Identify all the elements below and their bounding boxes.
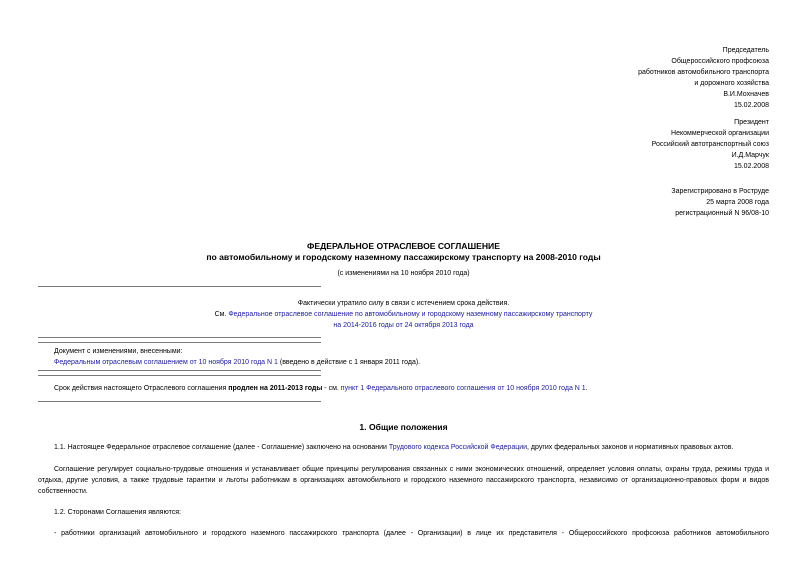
divider [38, 401, 321, 402]
title-line1: ФЕДЕРАЛЬНОЕ ОТРАСЛЕВОЕ СОГЛАШЕНИЕ [307, 241, 500, 251]
changes-suffix: (введено в действие с 1 января 2011 года). [277, 359, 421, 366]
divider [38, 337, 321, 338]
extension-prefix: Срок действия настоящего Отраслевого соглашения [54, 385, 229, 392]
document-title [38, 241, 769, 263]
registration-block [671, 186, 769, 219]
association-role: Президент [734, 119, 769, 126]
union-role: Председатель [722, 47, 769, 54]
association-signatory-name: И.Д.Марчук [731, 152, 769, 159]
registration-line3: регистрационный N 96/08-10 [675, 210, 769, 217]
registration-line2: 25 марта 2008 года [706, 199, 769, 206]
paragraph-parties: - работники организаций автомобильного и городского наземного пассажирского транспорта (далее - Организации) в лице их представителя - Общероссийского профсоюза работников автомобильного [54, 530, 769, 537]
paragraph-1-1 [54, 442, 769, 453]
extension-link[interactable]: пункт 1 Федерального отраслевого соглашения от 10 ноября 2010 года N 1 [340, 385, 586, 392]
approval-association [652, 117, 769, 172]
paragraph-scope: Соглашение регулирует социально-трудовые отношения и устанавливает общие принципы регулирования связанных с ними экономических отношений, определяет условия оплаты, охраны труда, режимы труда и отдыха, другие условия, а также трудовые гарантии и льготы работникам в организациях автомобильного и городского наземного пассажирского транспорта, независимо от организационно-правовых форм и видов собственности. [38, 466, 769, 495]
divider [38, 286, 321, 287]
union-org-line2: работников автомобильного транспорта [638, 69, 769, 76]
extension-bold: продлен на 2011-2013 годы [228, 385, 323, 392]
extension-end: . [585, 385, 588, 392]
extension-middle: - см. [322, 385, 341, 392]
association-date: 15.02.2008 [733, 163, 769, 170]
title-line2: по автомобильному и городскому наземному пассажирскому транспорту на 2008-2010 годы [206, 252, 601, 262]
amending-agreement-link[interactable]: Федеральным отраслевым соглашением от 10 ноября 2010 года N 1 [54, 359, 278, 366]
association-org-line1: Некоммерческой организации [671, 130, 769, 137]
changes-heading: Документ с изменениями, внесенными: [54, 348, 183, 355]
paragraph-1-2: 1.2. Сторонами Соглашения являются: [54, 509, 181, 516]
p1-suffix: , других федеральных законов и нормативных правовых актов. [527, 444, 734, 451]
p1-prefix: 1.1. Настоящее Федеральное отраслевое соглашение (далее - Соглашение) заключено на основании [54, 444, 389, 451]
divider [38, 370, 321, 371]
registration-line1: Зарегистрировано в Рострудe [671, 188, 769, 195]
notice-line1: Фактически утратило силу в связи с истечением срока действия. [297, 300, 510, 307]
approval-union [638, 45, 769, 111]
union-date: 15.02.2008 [733, 102, 769, 109]
amendments-note: (с изменениями на 10 ноября 2010 года) [337, 270, 470, 277]
divider [38, 375, 321, 376]
new-agreement-link[interactable]: Федеральное отраслевое соглашение по автомобильному и городскому наземному пассажирскому транспорту [228, 311, 593, 318]
notice-see-prefix: См. [214, 311, 229, 318]
association-org-line2: Российский автотранспортный союз [651, 141, 769, 148]
new-agreement-link-cont[interactable]: на 2014-2016 годы от 24 октября 2013 года [333, 322, 474, 329]
union-signatory-name: В.И.Мохначев [723, 91, 769, 98]
labor-code-link[interactable]: Трудового кодекса Российской Федерации [388, 444, 528, 451]
section-heading: 1. Общие положения [359, 422, 448, 432]
changes-block [54, 346, 769, 368]
divider [38, 342, 321, 343]
union-org-line3: и дорожного хозяйства [694, 80, 769, 87]
union-org-line1: Общероссийского профсоюза [671, 58, 769, 65]
extension-note [54, 383, 769, 394]
validity-notice [38, 298, 769, 331]
